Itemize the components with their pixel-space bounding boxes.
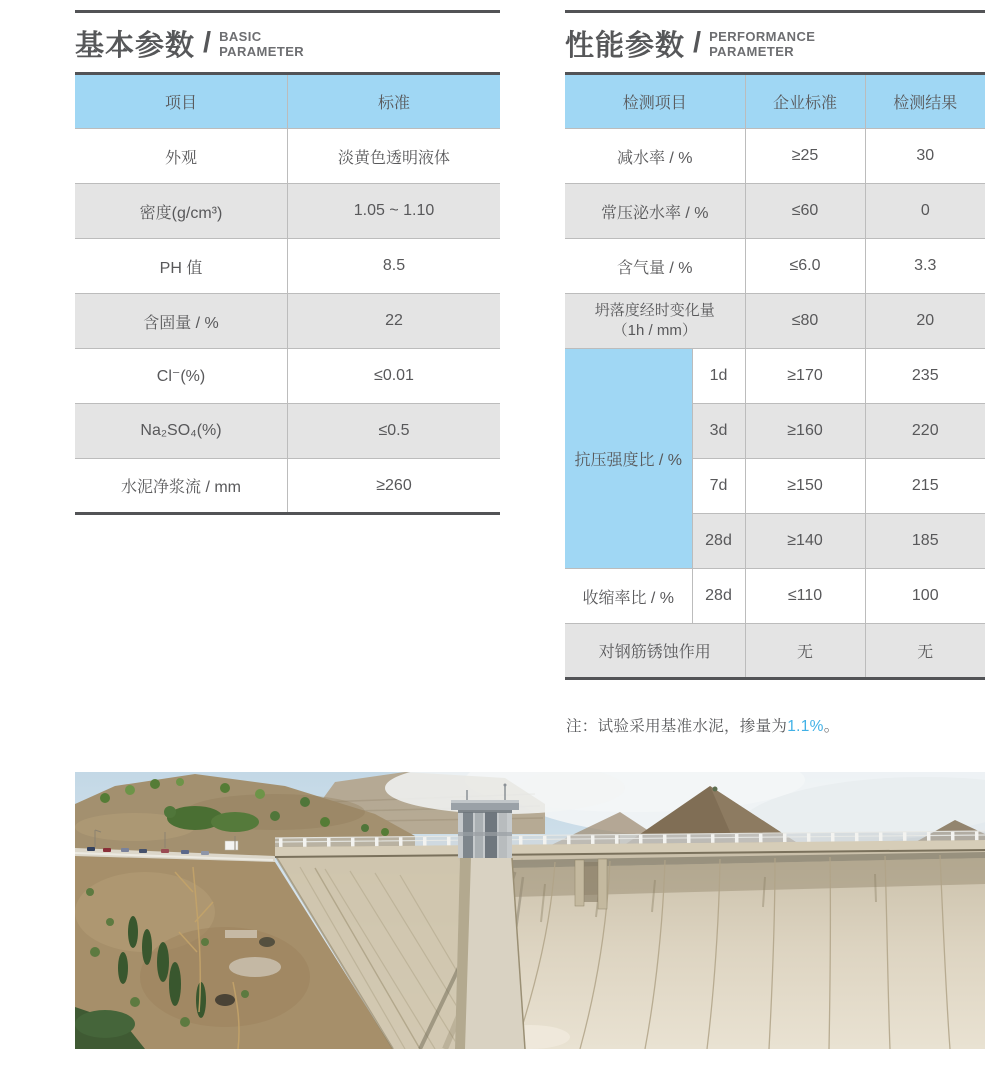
standard-cell: ≤80 <box>745 294 865 349</box>
value-cell: 8.5 <box>288 239 501 294</box>
basic-parameter-table <box>75 72 500 515</box>
table-row <box>565 569 985 624</box>
result-cell: 30 <box>865 129 985 184</box>
table-row <box>75 184 500 239</box>
header-cell: 检测结果 <box>865 74 985 129</box>
item-cell: Na₂SO₄(%) <box>75 404 288 459</box>
item-cell: 外观 <box>75 129 288 184</box>
standard-cell: ≥150 <box>745 459 865 514</box>
title-slash: / <box>203 26 212 59</box>
table-row <box>75 239 500 294</box>
age-cell: 3d <box>692 404 745 459</box>
table-row <box>75 404 500 459</box>
table-row <box>75 129 500 184</box>
title-en-line2: PARAMETER <box>709 44 795 59</box>
item-cell: PH 值 <box>75 239 288 294</box>
item-cell: 水泥净浆流 / mm <box>75 459 288 514</box>
value-cell: ≥260 <box>288 459 501 514</box>
title-slash: / <box>693 26 702 59</box>
value-cell: 22 <box>288 294 501 349</box>
note-prefix: 注：试验采用基准水泥，掺量为 <box>566 717 788 735</box>
standard-cell: ≥25 <box>745 129 865 184</box>
title-cn: 基本参数 <box>75 29 196 62</box>
result-cell: 215 <box>865 459 985 514</box>
note-highlight: 1.1% <box>787 717 824 735</box>
standard-cell: ≤60 <box>745 184 865 239</box>
item-cell: 对钢筋锈蚀作用 <box>565 624 745 679</box>
table-row <box>565 184 985 239</box>
group-cell: 抗压强度比 / % <box>565 349 692 569</box>
value-cell: ≤0.01 <box>288 349 501 404</box>
performance-section-title <box>565 20 985 66</box>
result-cell: 20 <box>865 294 985 349</box>
note-suffix: 。 <box>823 717 840 735</box>
title-en-line2: PARAMETER <box>219 44 305 59</box>
table-header-row <box>565 74 985 129</box>
table-row <box>565 294 985 349</box>
age-cell: 28d <box>692 514 745 569</box>
performance-parameter-section <box>565 10 985 680</box>
table-row <box>565 349 985 404</box>
value-cell: 淡黄色透明液体 <box>288 129 501 184</box>
title-en-line1: PERFORMANCE <box>709 29 816 44</box>
age-cell: 7d <box>692 459 745 514</box>
table-row <box>75 294 500 349</box>
item-line1: 坍落度经时变化量 <box>594 302 715 319</box>
basic-section-title <box>75 20 500 66</box>
item-cell: 含气量 / % <box>565 239 745 294</box>
result-cell: 0 <box>865 184 985 239</box>
standard-cell: 无 <box>745 624 865 679</box>
table-header-row <box>75 74 500 129</box>
standard-cell: ≥160 <box>745 404 865 459</box>
section-rule <box>75 10 500 13</box>
result-cell: 100 <box>865 569 985 624</box>
table-row <box>565 624 985 679</box>
item-cell: 密度(g/cm³) <box>75 184 288 239</box>
standard-cell: ≤6.0 <box>745 239 865 294</box>
table-row <box>565 129 985 184</box>
table-row <box>75 349 500 404</box>
item-cell: 收缩率比 / % <box>565 569 692 624</box>
section-rule <box>565 10 985 13</box>
age-cell: 1d <box>692 349 745 404</box>
table-row <box>565 239 985 294</box>
item-cell: Cl⁻(%) <box>75 349 288 404</box>
table-row <box>75 459 500 514</box>
dam-photo <box>75 772 985 1049</box>
result-cell: 220 <box>865 404 985 459</box>
result-cell: 无 <box>865 624 985 679</box>
item-cell: 常压泌水率 / % <box>565 184 745 239</box>
header-cell: 标准 <box>288 74 501 129</box>
header-cell: 检测项目 <box>565 74 745 129</box>
age-cell: 28d <box>692 569 745 624</box>
photo-dam <box>275 831 985 1049</box>
result-cell: 235 <box>865 349 985 404</box>
title-en <box>219 27 304 59</box>
performance-parameter-table <box>565 72 985 680</box>
result-cell: 185 <box>865 514 985 569</box>
title-en-line1: BASIC <box>219 29 262 44</box>
header-cell: 企业标准 <box>745 74 865 129</box>
value-cell: ≤0.5 <box>288 404 501 459</box>
standard-cell: ≤110 <box>745 569 865 624</box>
value-cell: 1.05 ~ 1.10 <box>288 184 501 239</box>
result-cell: 3.3 <box>865 239 985 294</box>
item-cell <box>565 294 745 349</box>
title-en <box>709 27 815 59</box>
header-cell: 项目 <box>75 74 288 129</box>
title-cn: 性能参数 <box>565 29 686 62</box>
item-cell: 减水率 / % <box>565 129 745 184</box>
basic-parameter-section <box>75 10 500 515</box>
item-line2: （1h / mm） <box>612 322 697 339</box>
standard-cell: ≥170 <box>745 349 865 404</box>
item-cell: 含固量 / % <box>75 294 288 349</box>
standard-cell: ≥140 <box>745 514 865 569</box>
note-text <box>566 714 840 736</box>
